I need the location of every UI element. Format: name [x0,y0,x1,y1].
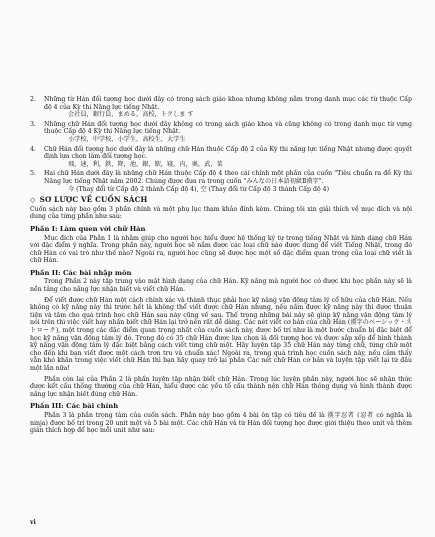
part2-paragraph: Phần còn lại của Phần 2 là phần luyện tập nhận biết chữ Hán. Trong lúc luyện phần này, người học sẽ nhận thức được kết cấu thống thường của chữ Hán, hiểu được các yếu tố cấu thành nên chữ Hán thông dụng và hình thành được năng lực nhận biết đúng chữ Hán. [30,375,412,398]
item-text: Những chữ Hán đối tượng học dưới đây không có trong sách giáo khoa và cũng không có trong danh mục từ vựng thuộc Cấp độ 4 Kỳ thi Năng lực tiếng Nhật. [44,120,412,136]
item-number: 2. [30,96,36,103]
item-number: 4. [30,145,36,153]
section-intro: Cuốn sách này bao gồm 3 phần chính và một phụ lục tham khảo đính kèm. Chúng tôi xin giải thích về mục đích và nội dung của từng phần như sau: [30,205,412,221]
item-japanese: 今 (Thay đổi từ Cấp độ 2 thành Cấp độ 4), 空 (Thay đổi từ Cấp độ 3 thành Cấp độ 4) [68,185,329,193]
part1-body: Mục đích của Phần 1 là nhằm giúp cho người học hiểu được hệ thống ký tự trong tiếng Nhật và hình dạng chữ Hán với đặc điểm ý nghĩa. Trong phần này, người học sẽ nắm được các loại chữ nào được dùng để viết Tiếng Nhật, trong đó chữ Hán có vai trò như thế nào? Ngoài ra, người học cũng sẽ được học một số đặc điểm quan trọng của loại chữ viết là chữ Hán. [30,234,412,265]
part2-paragraph: Trong Phần 2 này tập trung vào mặt hình dạng của chữ Hán. Kỹ năng mà người học có được khi học phần này sẽ là nền tảng cho năng lực nhận biết và viết chữ Hán. [30,278,412,294]
section-heading [30,196,412,204]
list-item [30,96,412,119]
diamond-icon: ◇ [30,195,36,205]
page-number: vi [30,519,36,526]
page-content [30,96,412,438]
item-number: 3. [30,120,36,128]
item-text: Chữ Hán đối tượng học dưới đây là những chữ Hán thuộc Cấp độ 2 của Kỳ thi năng lực tiếng Nhật nhưng được quyết định lựa chọn làm đối tượng học. [44,145,412,161]
part2-paragraph: Để viết được chữ Hán một cách chính xác và thành thục phải học kỹ năng vận động tâm lý cổ hữu của chữ Hán. Nếu không có kỹ năng này thì trước hết là không thể viết được chữ Hán nhưng, nếu nắm được kỹ năng này thì được thuận tiện và tăm cho quá trình học chữ Hán sau này cũng về sau. Thế trọng những bài này sẽ giúp kỹ năng vận động tâm lý nói trên thì việc viết hay nhận biết chữ Hán lại trở nên rất dễ dàng. Các nét viết cơ bản của chữ Hán (漢字のベーシック・ストローク), một trong các đặc điểm quan trọng nhất của cuốn sách này, được bố trí như là một bước chuẩn bị đặc biệt để học kỹ năng vận động tâm lý đó. Trong đó có 35 chữ Hán được lựa chọn là đối tượng học và được sắp xếp để hình thành kỹ năng vận động tâm lý đặc biệt bằng cách viết từng chữ một. Hãy luyện tập 35 chữ Hán này từng chữ, từng chữ một cho đến khi bạn viết được một cách trơn tru và chuẩn xác! Ngoài ra, trong quá trình học cuốn sách này, nếu cảm thấy vẫn khó khăn trong việc viết chữ Hán thì bạn hãy quay trở lại phần Các nét chữ Hán cơ bản và luyện tập viết lại từ đầu một lần nữa! [30,296,412,372]
part2-heading: Phần II: Các bài nhập môn [30,268,132,277]
part3-heading: Phần III: Các bài chính [30,402,119,411]
section-title: SƠ LƯỢC VỀ CUỐN SÁCH [39,195,148,205]
item-text: Những từ Hán đối tượng học dưới đây có trong sách giáo khoa nhưng không nằm trong danh mục các từ thuộc Cấp độ 4 của Kỳ thi Năng lực tiếng Nhật. [44,96,412,111]
part3-body: Phần 3 là phần trọng tâm của cuốn sách. Phần này bao gồm 4 bài ôn tập có tiêu đề là 漢字忍者 (忍者 có nghĩa là ninja) được bố trí trong 20 unit một và 5 bài một. Các chữ Hán và từ Hán đối tượng học được giới thiệu theo unit và thêm giản thích hợp để học mỗi unit như sau: [30,411,412,435]
part1-heading: Phần I: Làm quen với chữ Hán [30,224,146,233]
list-item [30,121,412,144]
item-number: 5. [30,170,36,178]
list-item [30,170,412,193]
list-item [30,146,412,169]
item-japanese: 小学校，中学校，小学生，高校生，大学生 [68,135,186,143]
item-japanese: 会社員，銀行員，まめる，高校，トクしま す [68,111,194,119]
item-japanese: 飛，速，利，鉄，降，池，銀，駅，寝，内，奥，武，菜 [68,160,223,168]
item-text: Hai chữ Hán dưới đây là những chữ Hán thuộc Cấp độ 4 theo cái chính một phần của cuốn "Tiêu chuẩn ra đề Kỳ thi Năng lực tiếng Nhật năm 2002. Chúng được đưa ra trong cuốn "みんなの日本語初級Ⅱ漢字". [44,170,412,185]
